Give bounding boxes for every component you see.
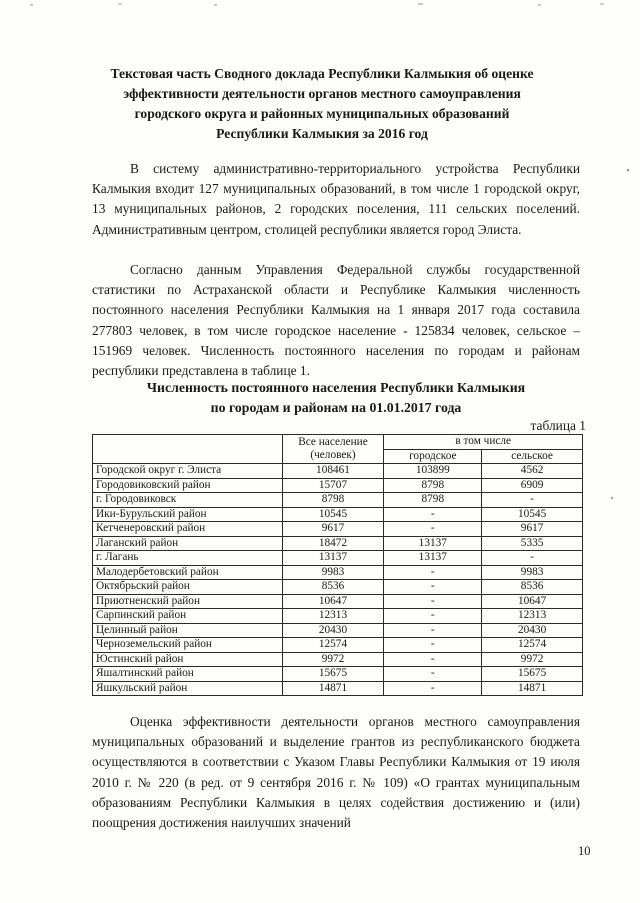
cell-urban: 13137 bbox=[384, 536, 482, 551]
header-rural: сельское bbox=[482, 449, 583, 464]
header-urban: городское bbox=[384, 449, 482, 464]
cell-urban: - bbox=[384, 638, 482, 653]
cell-rural: 12313 bbox=[482, 609, 583, 624]
page-number: 10 bbox=[578, 844, 591, 858]
cell-urban: 103899 bbox=[384, 464, 482, 479]
table-title-line: Численность постоянного населения Республики Калмыкия bbox=[146, 380, 526, 395]
cell-urban: - bbox=[384, 623, 482, 638]
cell-territory: г. Лагань bbox=[93, 551, 283, 566]
title-line: Текстовая часть Сводного доклада Республики Калмыкия об оценке bbox=[110, 66, 534, 81]
cell-territory: Ики-Бурульский район bbox=[93, 507, 283, 522]
title-line: эффективности деятельности органов местного самоуправления bbox=[123, 86, 521, 101]
cell-urban: - bbox=[384, 681, 482, 696]
cell-territory: Яшалтинский район bbox=[93, 667, 283, 682]
cell-urban: - bbox=[384, 565, 482, 580]
cell-territory: Черноземельский район bbox=[93, 638, 283, 653]
cell-territory: Малодербетовский район bbox=[93, 565, 283, 580]
cell-urban: - bbox=[384, 522, 482, 537]
cell-rural: 9617 bbox=[482, 522, 583, 537]
cell-urban: - bbox=[384, 609, 482, 624]
title-line: городского округа и районных муниципальных образований bbox=[134, 106, 510, 121]
cell-rural: 10545 bbox=[482, 507, 583, 522]
cell-rural: 12574 bbox=[482, 638, 583, 653]
cell-total: 9617 bbox=[282, 522, 384, 537]
header-total-line: (человек) bbox=[310, 449, 356, 461]
cell-total: 8798 bbox=[282, 493, 384, 508]
cell-total: 18472 bbox=[282, 536, 384, 551]
table-number-label: таблица 1 bbox=[530, 418, 586, 433]
paragraph-text: Согласно данным Управления Федеральной службы государственной статистики по Астраханской области и Республике Калмыкия численность постоянного населения Республики Калмыкия на 1 января 2017 года составила 277803 человек, в том числе городское население - 125834 человек, сельское – 151969 человек. Численность постоянного населения по городам и районам республики представлена в таблице 1. bbox=[92, 262, 580, 379]
cell-urban: 8798 bbox=[384, 478, 482, 493]
cell-total: 20430 bbox=[282, 623, 384, 638]
cell-total: 10647 bbox=[282, 594, 384, 609]
cell-rural: 8536 bbox=[482, 580, 583, 595]
cell-territory: Сарпинский район bbox=[93, 609, 283, 624]
cell-rural: 6909 bbox=[482, 478, 583, 493]
cell-total: 12313 bbox=[282, 609, 384, 624]
cell-total: 10545 bbox=[282, 507, 384, 522]
cell-urban: 8798 bbox=[384, 493, 482, 508]
cell-territory: Городской округ г. Элиста bbox=[93, 464, 283, 479]
cell-rural: 15675 bbox=[482, 667, 583, 682]
cell-rural: 9972 bbox=[482, 652, 583, 667]
cell-total: 108461 bbox=[282, 464, 384, 479]
cell-rural: - bbox=[482, 493, 583, 508]
cell-territory: Октябрьский район bbox=[93, 580, 283, 595]
cell-territory: Приютненский район bbox=[93, 594, 283, 609]
cell-rural: 5335 bbox=[482, 536, 583, 551]
cell-territory: Городовиковский район bbox=[93, 478, 283, 493]
cell-rural: 14871 bbox=[482, 681, 583, 696]
paragraph-text: В систему административно-территориального устройства Республики Калмыкия входит 127 муниципальных образований, в том числе 1 городской округ, 13 муниципальных районов, 2 городских поселения, 111 сельских поселений. Административным центром, столицей республики является город Элиста. bbox=[92, 161, 580, 237]
cell-urban: - bbox=[384, 507, 482, 522]
cell-urban: 13137 bbox=[384, 551, 482, 566]
cell-territory: Лаганский район bbox=[93, 536, 283, 551]
cell-total: 9983 bbox=[282, 565, 384, 580]
cell-total: 12574 bbox=[282, 638, 384, 653]
header-group: в том числе bbox=[384, 435, 583, 450]
cell-territory: Целинный район bbox=[93, 623, 283, 638]
paragraph-text: Оценка эффективности деятельности органов местного самоуправления муниципальных образований и выделение грантов из республиканского бюджета осуществляются в соответствии с Указом Главы Республики Калмыкия от 19 июля 2010 г. № 220 (в ред. от 9 сентября 2016 г. № 109) «О грантах муниципальным образованиям Республики Калмыкия в целях содействия достижению и (или) поощрения достижения наилучших значений bbox=[92, 714, 580, 831]
cell-total: 15675 bbox=[282, 667, 384, 682]
cell-territory: Юстинский район bbox=[93, 652, 283, 667]
cell-rural: 4562 bbox=[482, 464, 583, 479]
cell-rural: 20430 bbox=[482, 623, 583, 638]
cell-territory: Кетченеровский район bbox=[93, 522, 283, 537]
cell-rural: 10647 bbox=[482, 594, 583, 609]
cell-total: 15707 bbox=[282, 478, 384, 493]
cell-urban: - bbox=[384, 594, 482, 609]
cell-rural: - bbox=[482, 551, 583, 566]
title-line: Республики Калмыкия за 2016 год bbox=[216, 126, 428, 141]
cell-urban: - bbox=[384, 667, 482, 682]
cell-urban: - bbox=[384, 652, 482, 667]
cell-territory: г. Городовиковск bbox=[93, 493, 283, 508]
cell-rural: 9983 bbox=[482, 565, 583, 580]
cell-total: 14871 bbox=[282, 681, 384, 696]
cell-territory: Яшкульский район bbox=[93, 681, 283, 696]
cell-urban: - bbox=[384, 580, 482, 595]
cell-total: 13137 bbox=[282, 551, 384, 566]
cell-total: 8536 bbox=[282, 580, 384, 595]
header-total-line: Все население bbox=[298, 436, 368, 448]
table-title-line: по городам и районам на 01.01.2017 года bbox=[210, 400, 462, 415]
cell-total: 9972 bbox=[282, 652, 384, 667]
